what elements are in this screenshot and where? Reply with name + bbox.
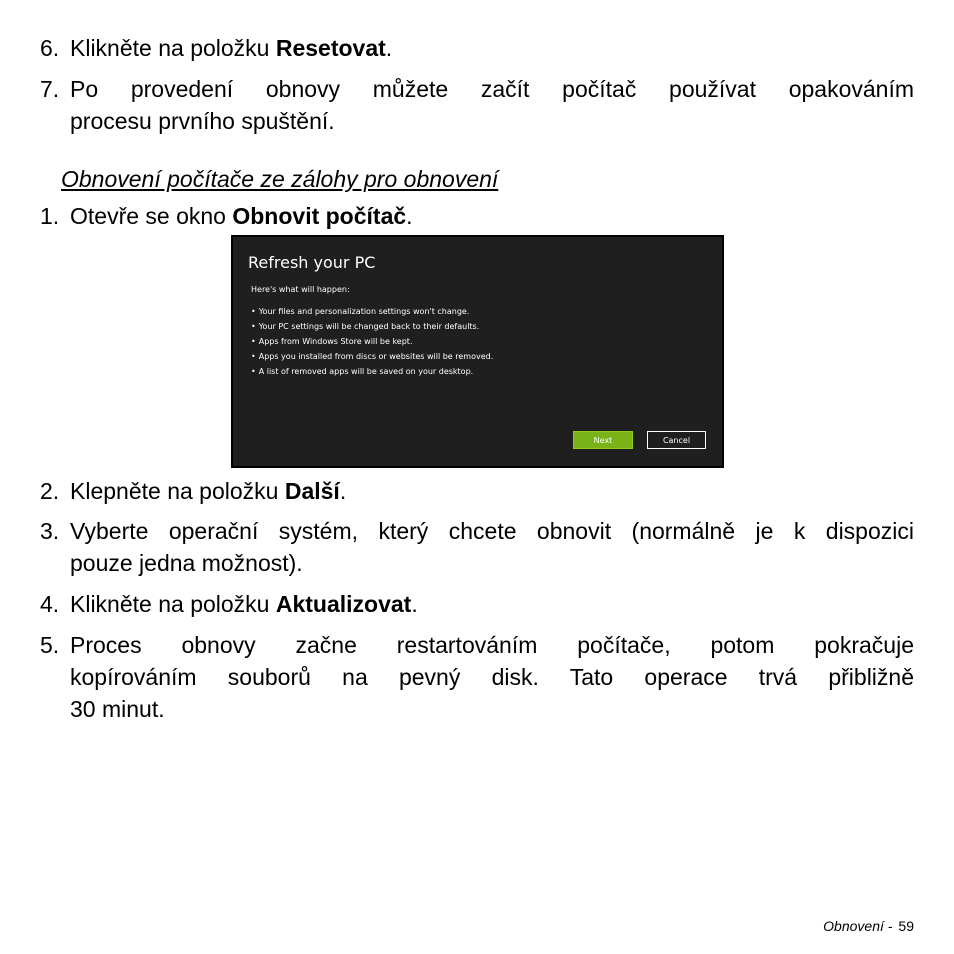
step-text-line1: Proces obnovy začne restartováním počítače, potom pokračuje [70,632,914,658]
step-text: Otevře se okno [70,203,233,229]
footer-chapter: Obnovení - [823,918,893,934]
step-5 [40,629,914,725]
page-footer [823,918,914,934]
step-punct: . [406,203,413,229]
step-text-line3: 30 minut. [70,696,165,722]
step-number: 2. [40,478,60,504]
dialog-subtitle: Here's what will happen: [251,285,350,294]
step-2 [40,475,914,507]
step-number: 5. [40,632,60,658]
dialog-bullet-item: • A list of removed apps will be saved on your desktop. [251,364,493,379]
step-1 [40,200,914,232]
dialog-bullet-item: • Apps you installed from discs or websites will be removed. [251,349,493,364]
step-emphasis: Resetovat [275,35,386,61]
step-punct: . [385,35,393,61]
next-button[interactable]: Next [573,431,633,449]
step-3 [40,515,914,579]
step-punct: . [339,478,347,504]
step-emphasis: Další [284,478,340,504]
step-number: 4. [40,591,60,617]
step-emphasis: Aktualizovat [275,591,412,617]
step-text-line2: pouze jedna možnost). [70,550,303,576]
step-text: Klepněte na položku [70,478,285,504]
cancel-button[interactable]: Cancel [647,431,706,449]
dialog-bullet-item: • Your files and personalization settings won't change. [251,304,493,319]
step-text: Klikněte na položku [70,591,276,617]
step-number: 7. [40,76,60,102]
step-text-line1: Vyberte operační systém, který chcete obnovit (normálně je k dispozici [70,518,914,544]
step-number: 6. [40,35,60,61]
step-text-line2: procesu prvního spuštění. [70,108,335,134]
step-text: Klikněte na položku [70,35,276,61]
step-emphasis: Obnovit počítač [232,203,407,229]
step-number: 3. [40,518,60,544]
step-7 [40,73,914,137]
dialog-bullet-item: • Your PC settings will be changed back to their defaults. [251,319,493,334]
step-text-line1: Po provedení obnovy můžete začít počítač používat opakováním [70,76,914,102]
refresh-pc-dialog-screenshot [231,235,724,468]
step-6 [40,32,914,64]
step-text-line2: kopírováním souborů na pevný disk. Tato operace trvá přibližně [70,664,914,690]
dialog-bullet-item: • Apps from Windows Store will be kept. [251,334,493,349]
section-heading: Obnovení počítače ze zálohy pro obnovení [61,166,499,192]
step-punct: . [411,591,418,617]
dialog-title: Refresh your PC [248,253,376,272]
dialog-bullet-list [251,304,493,379]
page-number: 59 [898,918,914,934]
step-4 [40,588,914,620]
step-number: 1. [40,203,60,229]
